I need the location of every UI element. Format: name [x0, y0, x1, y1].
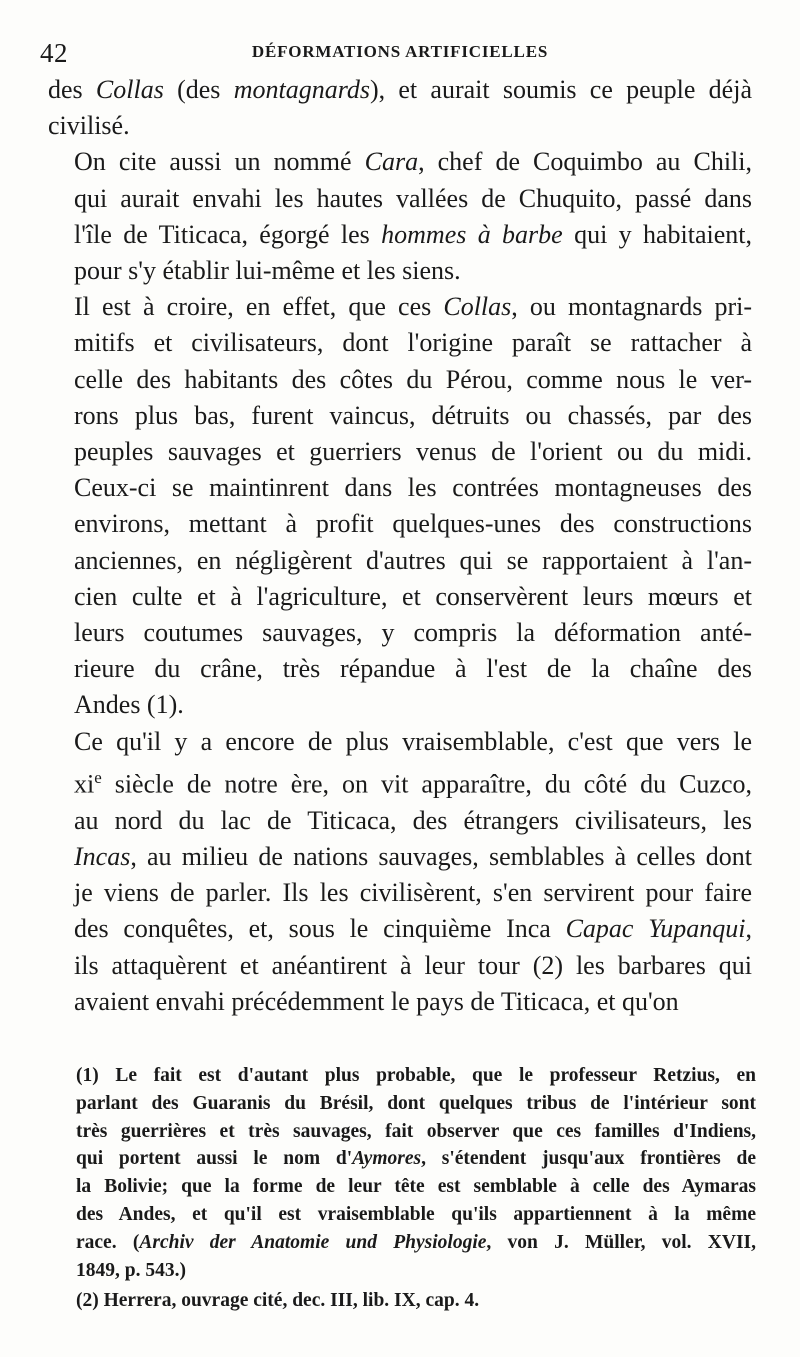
text-run: , au milieu de nations sauvages, semblables à celles dont — [130, 841, 752, 871]
text-run: leurs coutumes sauvages, y compris la déformation anté- — [74, 618, 752, 648]
text-run: , ou montagnards pri- — [511, 292, 752, 322]
text-run: très guerrières et très sauvages, fait observer que ces familles d'Indiens, — [76, 1120, 756, 1142]
text-run: Archiv der Anatomie und Physiologie — [139, 1231, 487, 1253]
running-title: DÉFORMATIONS ARTIFICIELLES — [251, 42, 549, 61]
text-line — [76, 1229, 756, 1257]
text-run: montagnards — [233, 75, 370, 104]
text-run: (2) Herrera, ouvrage cité, dec. III, lib. IX, cap. 4. — [76, 1290, 480, 1312]
text-run: rieure du crâne, très répandue à l'est de la chaîne des — [74, 654, 752, 684]
text-line — [48, 253, 752, 289]
text-run: peuples sauvages et guerriers venus de l'orient ou du midi. — [74, 437, 752, 467]
text-line — [48, 615, 752, 651]
text-run: anciennes, en négligèrent d'autres qui se rapportaient à l'an- — [74, 545, 752, 575]
text-run: Incas — [74, 841, 131, 871]
text-line — [48, 325, 752, 361]
text-run: (1) Le fait est d'autant plus probable, que le professeur Retzius, en — [76, 1065, 756, 1086]
text-run: environs, mettant à profit quelques-unes des constructions — [74, 509, 752, 539]
text-line — [48, 984, 752, 1020]
text-line — [48, 470, 752, 506]
text-run: au nord du lac de Titicaca, des étrangers civilisateurs, les — [74, 805, 752, 835]
text-run: Capac Yupanqui — [565, 914, 746, 944]
text-run: , chef de Coquimbo au Chili, — [418, 147, 753, 177]
text-run: des — [48, 75, 96, 104]
running-head — [40, 36, 760, 68]
text-run: qui aurait envahi les hautes vallées de Chuquito, passé dans — [74, 183, 752, 213]
paragraph-3 — [48, 289, 752, 723]
text-run: , s'étendent jusqu'aux frontières de — [421, 1148, 756, 1170]
text-line — [48, 108, 752, 144]
text-line — [48, 579, 752, 615]
text-run: mitifs et civilisateurs, dont l'origine paraît se rattacher à — [74, 328, 752, 358]
text-line — [48, 803, 752, 839]
text-run: Ceux-ci se maintinrent dans les contrées montagneuses des — [74, 473, 752, 503]
text-run: , von J. Müller, vol. XVII, — [486, 1231, 756, 1253]
body-text — [48, 72, 752, 1020]
text-run: Il est à croire, en effet, que ces — [74, 292, 444, 322]
text-run: je viens de parler. Ils les civilisèrent, s'en servirent pour faire — [74, 878, 752, 908]
text-line — [76, 1173, 756, 1201]
text-line — [48, 760, 752, 803]
text-run: Andes (1). — [74, 690, 184, 720]
text-line — [76, 1201, 756, 1229]
paragraph-2 — [48, 144, 752, 289]
text-run: siècle de notre ère, on vit apparaître, du côté du Cuzco, — [101, 769, 752, 799]
footnote-1 — [48, 1062, 756, 1284]
text-line — [76, 1145, 756, 1173]
footnote-2 — [48, 1287, 756, 1315]
text-line — [48, 687, 752, 723]
text-run: la Bolivie; que la forme de leur tête est semblable à celle des Aymaras — [76, 1176, 756, 1198]
text-run: hommes à barbe — [381, 219, 563, 249]
text-run: qui portent aussi le nom d' — [76, 1148, 353, 1170]
text-line — [48, 434, 752, 470]
text-run: Aymores — [352, 1148, 422, 1170]
text-line — [48, 724, 752, 760]
text-line — [48, 948, 752, 984]
text-run: race. ( — [76, 1231, 140, 1253]
text-run: Ce qu'il y a encore de plus vraisemblable, c'est que vers le — [74, 726, 752, 756]
text-line — [48, 398, 752, 434]
text-run: pour s'y établir lui-même et les siens. — [74, 256, 461, 286]
text-run: ), et aurait soumis ce peuple déjà — [369, 75, 752, 104]
footnotes — [48, 1062, 756, 1315]
text-run: , — [745, 914, 752, 944]
text-run: (des — [163, 75, 234, 104]
text-run: Collas — [95, 75, 164, 104]
text-run: ils attaquèrent et anéantirent à leur tour (2) les barbares qui — [74, 950, 752, 980]
text-line — [48, 839, 752, 875]
text-run: Cara — [364, 147, 419, 177]
text-run: e — [94, 767, 102, 787]
text-line — [48, 72, 752, 108]
text-line — [76, 1257, 756, 1285]
text-run: parlant des Guaranis du Brésil, dont quelques tribus de l'intérieur sont — [76, 1092, 756, 1114]
text-line — [76, 1118, 756, 1146]
text-run: rons plus bas, furent vaincus, détruits ou chassés, par des — [74, 400, 752, 430]
text-run: avaient envahi précédemment le pays de Titicaca, et qu'on — [74, 986, 679, 1016]
paragraph-1 — [48, 72, 752, 144]
text-line — [48, 543, 752, 579]
text-run: des Andes, et qu'il est vraisemblable qu'ils appartiennent à la même — [76, 1203, 756, 1225]
paragraph-4 — [48, 724, 752, 1020]
text-run: xi — [74, 769, 95, 799]
text-line — [48, 217, 752, 253]
text-line — [48, 289, 752, 325]
text-run: Collas — [443, 292, 512, 322]
text-run: qui y habitaient, — [562, 219, 752, 249]
text-line — [48, 875, 752, 911]
text-line — [48, 911, 752, 947]
text-run: l'île de Titicaca, égorgé les — [74, 219, 382, 249]
text-run: cien culte et à l'agriculture, et conservèrent leurs mœurs et — [74, 581, 752, 611]
text-run: On cite aussi un nommé — [74, 147, 365, 177]
text-line — [48, 144, 752, 180]
text-line — [48, 506, 752, 542]
text-line — [48, 362, 752, 398]
text-run: des conquêtes, et, sous le cinquième Inca — [74, 914, 566, 944]
text-run: 1849, p. 543.) — [76, 1259, 186, 1281]
text-line — [76, 1287, 756, 1315]
text-run: civilisé. — [48, 111, 130, 141]
text-line — [48, 181, 752, 217]
text-line — [76, 1062, 756, 1090]
text-line — [76, 1090, 756, 1118]
text-line — [48, 651, 752, 687]
text-run: celle des habitants des côtes du Pérou, comme nous le ver- — [74, 364, 752, 394]
page-number: 42 — [40, 38, 68, 68]
